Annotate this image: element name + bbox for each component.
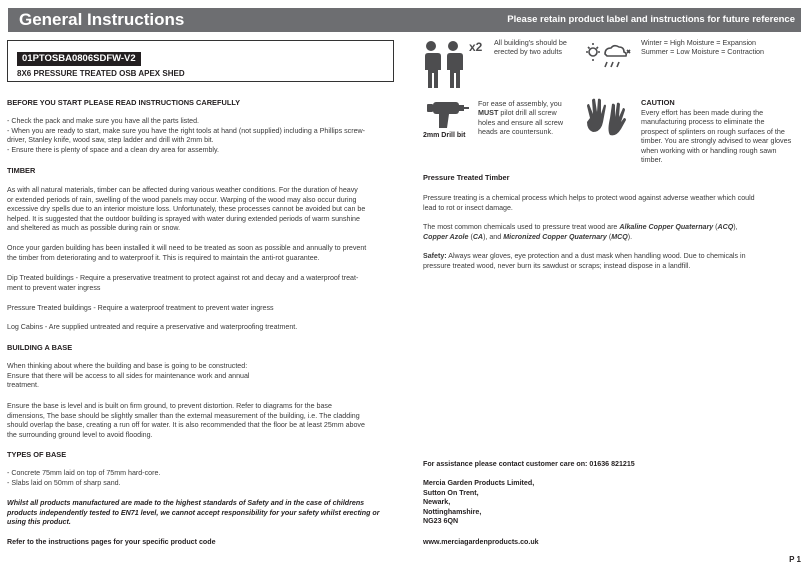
header-bar — [8, 8, 801, 32]
warning-line: using this product. — [7, 518, 71, 527]
chemical-acq: Alkaline Copper Quaternary — [619, 223, 714, 231]
people-multiplier: x2 — [469, 40, 483, 54]
safety-line: Always wear gloves, eye protection and a dust mask when handling wood. Due to chemicals in — [446, 252, 746, 260]
base-heading: BUILDING A BASE — [7, 343, 73, 352]
gloves-icon — [585, 98, 631, 142]
before-line: - When you are ready to start, make sure you have the right tools at hand (not supplied) including a Phillips screw- — [7, 126, 366, 135]
timber-heading: TIMBER — [7, 166, 36, 175]
base-line: dimensions, The base should be slightly smaller than the external measurement of the building, i.e. The cladding — [7, 411, 360, 420]
caution-line: manufacturing process to eliminate the — [641, 117, 765, 127]
chem-paren: ), — [733, 223, 738, 231]
pt-line: lead to rot or insect damage. — [423, 203, 513, 212]
address-line: Newark, — [423, 498, 451, 507]
caution-text — [641, 108, 791, 164]
safety-paragraph — [423, 252, 805, 271]
before-line: - Check the pack and make sure you have all the parts listed. — [7, 117, 200, 125]
log-cabins-text: Log Cabins - Are supplied untreated and require a preservative and waterproofing treatment. — [7, 323, 298, 331]
timber-line: helped. It is suggested that the outdoor building is sprayed with water during extended periods of warm sunshine — [7, 214, 360, 223]
timber-paragraph-1 — [7, 186, 399, 234]
pt-line: Pressure treating is a chemical process which helps to protect wood against adverse weather which could — [423, 194, 755, 202]
timber-line: and sheltered as much as possible during rain or snow. — [7, 224, 181, 233]
caution-heading: CAUTION — [641, 98, 675, 107]
chem-abbr-acq: ACQ — [717, 223, 734, 231]
warning-line: products independently tested to EN71 level, we cannot accept responsibility for your safety whilst erecting or — [7, 508, 380, 517]
caution-line: timber. — [641, 155, 663, 165]
base-line: When thinking about where the building and base is going to be constructed: — [7, 362, 248, 370]
product-description: 8X6 PRESSURE TREATED OSB APEX SHED — [17, 69, 185, 78]
address-line: NG23 6QN — [423, 517, 459, 526]
base-paragraph-2 — [7, 402, 399, 440]
base-line: Ensure that there will be access to all sides for maintenance work and annual — [7, 371, 250, 380]
caution-line: Every effort has been made during the — [641, 108, 764, 117]
types-line: - Concrete 75mm laid on top of 75mm hard-core. — [7, 469, 161, 477]
timber-paragraph-2 — [7, 244, 399, 263]
timber-line: Once your garden building has been installed it will need to be treated as soon as possible and annually to prevent — [7, 244, 367, 252]
before-line: driver, Stanley knife, wood saw, step ladder and drill with 2mm bit. — [7, 136, 214, 145]
chem-abbr-mcq: MCQ — [611, 232, 628, 241]
drill-line: heads are countersunk. — [478, 127, 554, 137]
pressure-treated-text: Pressure Treated buildings - Require a waterproof treatment to prevent water ingress — [7, 304, 274, 312]
chem-abbr-ca: CA — [472, 232, 484, 241]
address-line: Sutton On Trent, — [423, 488, 479, 497]
page-title: General Instructions — [19, 10, 185, 29]
product-code: 01PTOSBA0806SDFW-V2 — [17, 52, 141, 66]
safety-label: Safety: — [423, 252, 447, 260]
drill-text — [478, 99, 563, 137]
types-list — [7, 469, 399, 488]
refer-instructions: Refer to the instructions pages for your specific product code — [7, 538, 216, 546]
drill-line: For ease of assembly, you — [478, 99, 562, 108]
people-line: erected by two adults — [494, 47, 562, 57]
drill-line: holes and ensure all screw — [478, 117, 564, 127]
product-code-box — [7, 40, 394, 82]
dip-line: Dip Treated buildings - Require a preservative treatment to protect against rot and decay and a waterproof treat- — [7, 274, 359, 282]
weather-line: Winter = High Moisture = Expansion — [641, 38, 757, 47]
safety-line: pressure treated wood, never burn its sawdust or scraps; instead dispose in a landfill. — [423, 261, 691, 270]
caution-line: timber. You are strongly advised to wear gloves — [641, 136, 792, 146]
drill-line — [478, 108, 563, 117]
chem-paren: ), and — [483, 232, 504, 241]
two-people-icon — [421, 40, 469, 90]
pressure-paragraph-1 — [423, 194, 803, 213]
base-line: should overlap the base, creating a run off for water. It is also recommended that the floor be at least 25mm above — [7, 421, 365, 430]
base-paragraph-1 — [7, 362, 399, 391]
website-link[interactable]: www.merciagardenproducts.co.uk — [423, 538, 539, 546]
chemical-ca: Copper Azole — [423, 232, 469, 241]
chem-paren: ( — [713, 223, 718, 231]
weather-text — [641, 38, 764, 57]
retain-note: Please retain product label and instructions for future reference — [507, 14, 795, 25]
timber-line: or extended periods of rain, swelling of the wood panels may occur. Warping of the wood may also occur during — [7, 195, 357, 204]
address-line: Mercia Garden Products Limited, — [423, 479, 535, 487]
base-line: the surrounding ground level to avoid flooding. — [7, 430, 153, 439]
pressure-treated-heading: Pressure Treated Timber — [423, 173, 510, 182]
chem-paren: ). — [627, 232, 633, 241]
types-heading: TYPES OF BASE — [7, 450, 67, 459]
caution-line: when working with or handling rough sawn — [641, 145, 777, 155]
chem-paren: ( — [606, 232, 612, 241]
pressure-paragraph-2 — [423, 223, 805, 242]
two-adults-text — [494, 38, 567, 57]
company-address — [423, 479, 534, 527]
safety-warning — [7, 499, 402, 528]
types-line: - Slabs laid on 50mm of sharp sand. — [7, 478, 121, 487]
base-line: Ensure the base is level and is built on firm ground, to prevent distortion. Refer to diagrams for the base — [7, 402, 332, 410]
people-line: All building's should be — [494, 38, 567, 47]
before-list — [7, 117, 397, 155]
timber-line: As with all natural materials, timber can be affected during various weather conditions. For the duration of heavy — [7, 186, 358, 194]
chemical-mcq: Micronized Copper Quaternary — [503, 232, 607, 241]
page-number: P 1 — [789, 555, 801, 564]
dip-line: ment to prevent water ingress — [7, 283, 101, 292]
warning-line: Whilst all products manufactured are made to the highest standards of Safety and in the case of childrens — [7, 499, 365, 507]
timber-line: the timber from deteriorating and to waterproof it. This is required to maintain the anti-rot guarantee. — [7, 253, 320, 262]
before-line: - Ensure there is plenty of space and a clean dry area for assembly. — [7, 145, 220, 154]
weather-icon — [585, 40, 633, 70]
contact-line: For assistance please contact customer care on: 01636 821215 — [423, 460, 635, 468]
caution-line: prospect of splinters on rough surfaces of the — [641, 126, 785, 136]
dip-treated-text — [7, 274, 399, 293]
base-line: treatment. — [7, 381, 39, 390]
drill-caption: 2mm Drill bit — [423, 132, 466, 139]
weather-line: Summer = Low Moisture = Contraction — [641, 47, 765, 57]
before-heading: BEFORE YOU START PLEASE READ INSTRUCTIONS CAREFULLY — [7, 98, 241, 107]
timber-line: excessive dry spells due to an interior moisture loss. Unfortunately, these processes cannot be avoided but can be — [7, 205, 366, 214]
address-line: Nottinghamshire, — [423, 507, 482, 516]
chem-paren: ( — [468, 232, 473, 241]
drill-line-rest: pilot drill all screw — [498, 108, 557, 118]
pt-intro: The most common chemicals used to pressure treat wood are — [423, 223, 620, 231]
must-emphasis: MUST — [478, 108, 499, 118]
drill-icon — [423, 98, 469, 132]
